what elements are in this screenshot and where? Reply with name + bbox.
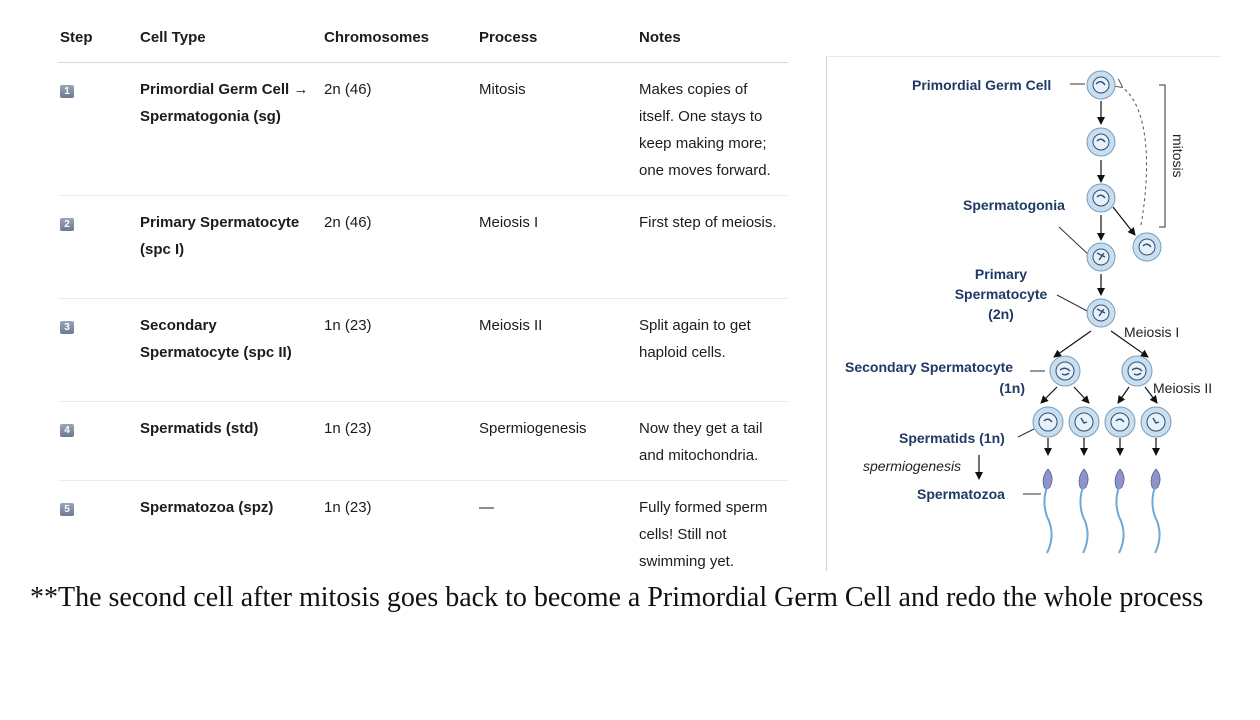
table-row xyxy=(58,63,788,196)
notes: Now they get a tail and mitochondria. xyxy=(637,402,788,481)
label-meiosis-1: Meiosis I xyxy=(1124,324,1180,340)
table-row xyxy=(58,196,788,299)
mitosis-cell xyxy=(1087,128,1115,156)
sperm-cells xyxy=(1043,469,1160,553)
spermatid-cell xyxy=(1033,407,1063,437)
header-chromosomes: Chromosomes xyxy=(322,20,477,63)
spermatogenesis-table xyxy=(58,20,788,586)
step-cell xyxy=(58,196,138,299)
table-row xyxy=(58,481,788,587)
spermatogenesis-diagram xyxy=(826,56,1221,571)
step-cell xyxy=(58,481,138,587)
spermatogonia-cell xyxy=(1087,243,1115,271)
sperm xyxy=(1151,469,1160,553)
sperm xyxy=(1115,469,1124,553)
step-cell xyxy=(58,402,138,481)
label-secondary-line1: Secondary Spermatocyte xyxy=(845,359,1014,375)
label-spermatozoa: Spermatozoa xyxy=(917,486,1005,502)
step-badge: 2 xyxy=(60,218,74,231)
chromosomes: 1n (23) xyxy=(322,402,477,481)
secondary-spermatocyte-cell xyxy=(1122,356,1152,386)
header-notes: Notes xyxy=(637,20,788,63)
primordial-cell xyxy=(1087,71,1115,99)
step-badge: 5 xyxy=(60,503,74,516)
label-secondary-line2: (1n) xyxy=(999,380,1025,396)
secondary-spermatocyte-cell xyxy=(1050,356,1080,386)
spermatid-cell xyxy=(1141,407,1171,437)
header-cell-type: Cell Type xyxy=(138,20,322,63)
label-primordial-germ-cell: Primordial Germ Cell xyxy=(912,77,1052,93)
process: Meiosis I xyxy=(477,196,637,299)
return-arrow xyxy=(1122,87,1147,225)
returning-cell xyxy=(1133,233,1161,261)
cell-type: Primary Spermatocyte (spc I) xyxy=(138,196,322,299)
label-primary-line1: Primary xyxy=(974,266,1028,282)
notes: Makes copies of itself. One stays to keep making more; one moves forward. xyxy=(637,63,788,196)
label-spermiogenesis: spermiogenesis xyxy=(863,458,962,474)
table-header-row xyxy=(58,20,788,63)
header-process: Process xyxy=(477,20,637,63)
label-mitosis: mitosis xyxy=(1170,134,1186,178)
process: Spermiogenesis xyxy=(477,402,637,481)
chromosomes: 2n (46) xyxy=(322,63,477,196)
label-spermatids: Spermatids (1n) xyxy=(899,430,1005,446)
cells xyxy=(1033,71,1171,437)
table-row xyxy=(58,299,788,402)
chromosomes: 1n (23) xyxy=(322,299,477,402)
cell-type: Spermatozoa (spz) xyxy=(140,499,274,516)
chromosomes: 1n (23) xyxy=(324,499,372,516)
sperm xyxy=(1079,469,1088,553)
label-primary-line2: Spermatocyte xyxy=(954,286,1048,302)
label-primary-line3: (2n) xyxy=(988,306,1014,322)
chromosomes: 2n (46) xyxy=(322,196,477,299)
notes: Split again to get haploid cells. xyxy=(637,299,788,402)
process: Meiosis II xyxy=(477,299,637,402)
step-badge: 4 xyxy=(60,424,74,437)
label-meiosis-2: Meiosis II xyxy=(1153,380,1213,396)
header-step: Step xyxy=(58,20,138,63)
step-badge: 1 xyxy=(60,85,74,98)
notes: Fully formed sperm cells! Still not swimming yet. xyxy=(639,499,768,570)
process: Mitosis xyxy=(477,63,637,196)
spermatid-cell xyxy=(1105,407,1135,437)
sperm xyxy=(1043,469,1052,553)
cell-type: Spermatids (std) xyxy=(138,402,322,481)
notes: First step of meiosis. xyxy=(637,196,788,299)
table-row xyxy=(58,402,788,481)
label-spermatogonia: Spermatogonia xyxy=(963,197,1065,213)
steps-table xyxy=(58,20,788,586)
step-cell xyxy=(58,299,138,402)
step-badge: 3 xyxy=(60,321,74,334)
primary-spermatocyte-cell xyxy=(1087,299,1115,327)
cell-type: Primordial Germ Cell → Spermatogonia (sg) xyxy=(138,63,322,196)
mitosis-cell xyxy=(1087,184,1115,212)
cell-type: Secondary Spermatocyte (spc II) xyxy=(138,299,322,402)
step-cell xyxy=(58,63,138,196)
diagram-svg xyxy=(827,57,1221,571)
spermatid-cell xyxy=(1069,407,1099,437)
footnote: **The second cell after mitosis goes back to become a Primordial Germ Cell and redo the whole process xyxy=(30,582,1204,613)
process: — xyxy=(479,499,494,516)
